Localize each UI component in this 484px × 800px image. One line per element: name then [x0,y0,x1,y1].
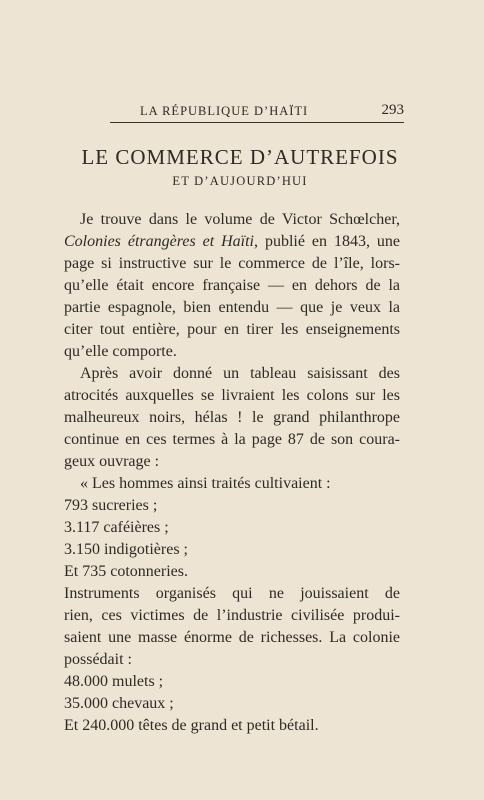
text-line [64,232,400,252]
text-line: page si instructive sur le commerce de l’île, lors- [64,255,400,272]
text-line: saient une masse énorme de richesses. La colonie [64,629,400,646]
list-item: 3.117 caféières ; [64,519,169,536]
text-line: Instruments organisés qui ne jouissaient de [64,585,400,602]
text-line: qu’elle était encore française — en dehors de la [64,277,400,294]
text-line: atrocités auxquelles se livraient les colons sur les [64,387,400,404]
list-item: Et 735 cotonneries. [64,563,188,580]
text-span: , publié en 1843, une [254,233,400,250]
article-subtitle: ET D’AUJOURD’HUI [172,174,308,188]
page-number: 293 [381,102,404,118]
text-line: Après avoir donné un tableau saisissant des [80,365,400,382]
running-title: LA RÉPUBLIQUE D’HAÏTI [140,104,309,118]
list-item: 793 sucreries ; [64,497,158,514]
text-line: geux ouvrage : [64,453,160,470]
text-line: Je trouve dans le volume de Victor Schœlcher, [80,211,400,228]
text-line: rien, ces victimes de l’industrie civilisée produi- [64,607,400,624]
list-item: 48.000 mulets ; [64,673,164,690]
text-line: citer tout entière, pour en tirer les enseignements [64,321,400,338]
article-title: LE COMMERCE D’AUTREFOIS [81,145,399,169]
text-line: continue en ces termes à la page 87 de son coura- [64,431,400,448]
text-line: qu’elle comporte. [64,343,177,360]
list-item: 3.150 indigotières ; [64,541,188,558]
text-line: malheureux noirs, hélas ! le grand philanthrope [64,409,400,426]
text-line: possédait : [64,651,132,668]
header-rule [110,122,404,123]
list-item: 35.000 chevaux ; [64,695,174,712]
text-line: « Les hommes ainsi traités cultivaient : [80,475,331,492]
book-title: Colonies étrangères et Haïti [64,233,255,250]
list-item: Et 240.000 têtes de grand et petit bétail. [64,717,319,734]
text-line: partie espagnole, bien entendu — que je veux la [64,299,400,316]
